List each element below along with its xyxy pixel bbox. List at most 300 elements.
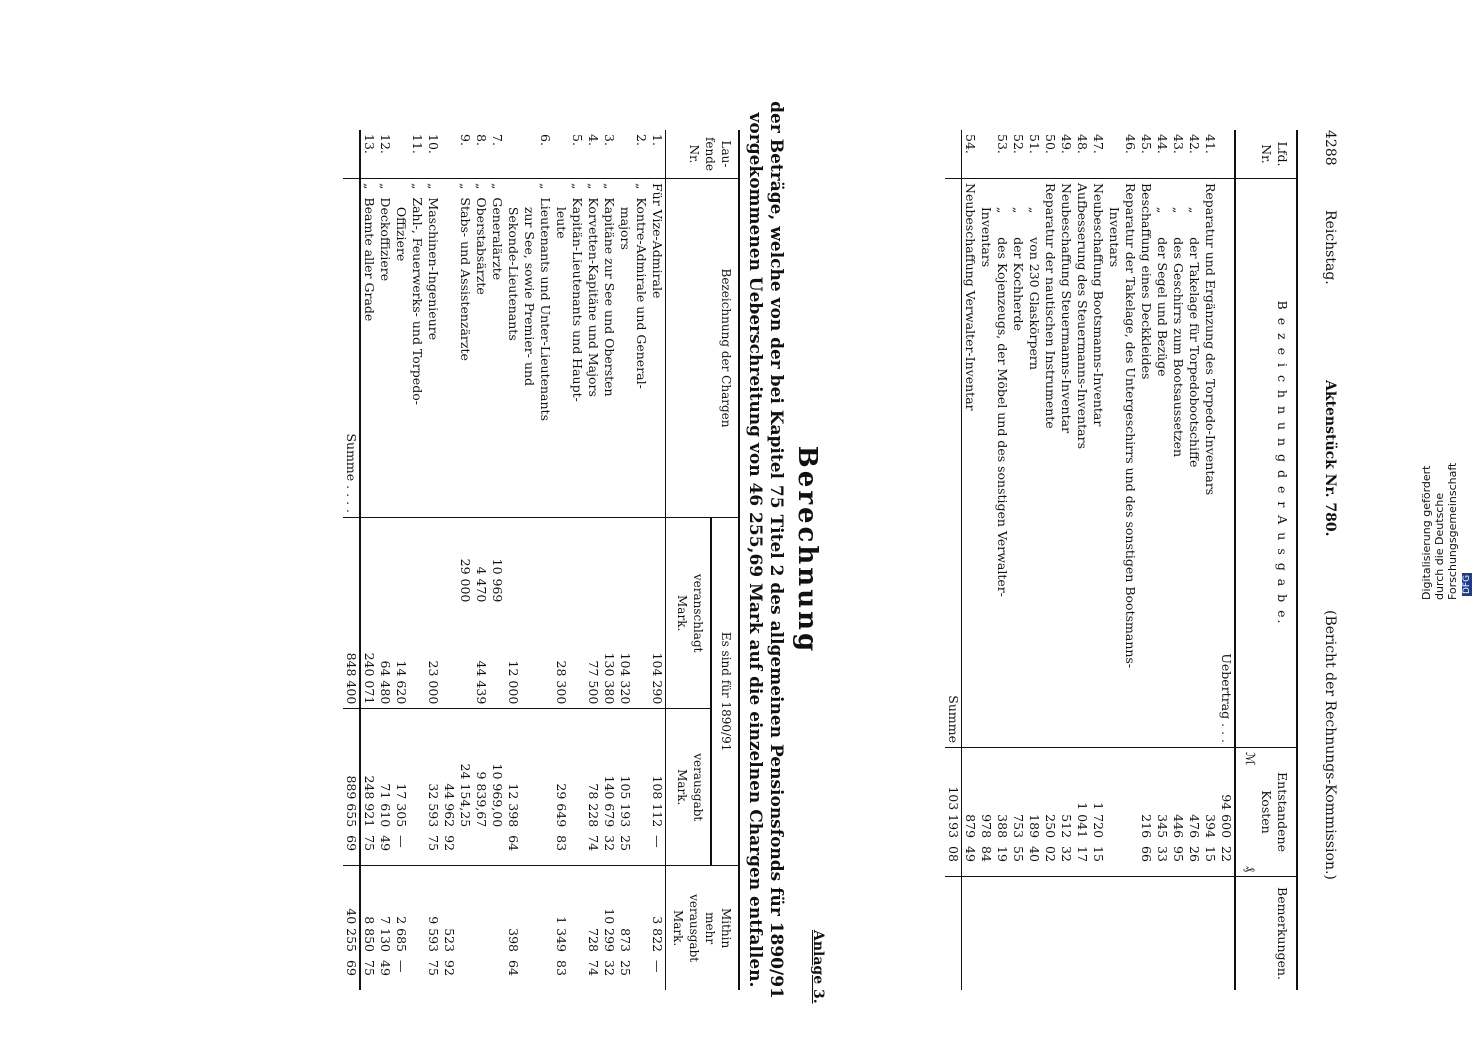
row-estimated: 28 300: [554, 660, 569, 705]
row-nr: [505, 130, 521, 179]
row-pfennig: 19: [995, 846, 1010, 862]
row-estimated: [537, 606, 553, 708]
row-estimated: 77 500: [586, 660, 601, 705]
row-estimated: [457, 606, 473, 708]
row-more: [633, 866, 649, 956]
row-sub-estimate: [601, 518, 617, 607]
row-more: [409, 866, 425, 956]
table-row: [1170, 130, 1186, 990]
expenses-body: [945, 130, 1235, 990]
col-remarks-header: Bemerkungen.: [1235, 877, 1297, 990]
row-nr: [441, 130, 457, 179]
col-cost-header: Entstandene Kosten ℳ ₰: [1235, 748, 1297, 877]
row-nr: 48.: [1075, 134, 1090, 154]
row-mark: 388: [994, 748, 1010, 843]
table-row: [425, 130, 441, 990]
row-estimated: 104 320: [618, 652, 633, 705]
row-more: 10 299: [601, 866, 617, 956]
row-pfennig: [1106, 842, 1122, 877]
row-spent: 10 969,00: [489, 709, 505, 831]
row-nr: 4.: [586, 134, 601, 146]
row-pfennig: 55: [1011, 846, 1026, 862]
row-pfennig: 15: [1091, 846, 1106, 862]
row-spent-pfennig: [569, 831, 585, 866]
row-spent-pfennig: 32: [602, 835, 617, 852]
row-sub-estimate: [569, 518, 585, 607]
row-remarks: [1026, 877, 1042, 990]
row-nr: 2.: [634, 134, 649, 146]
col-charge-header: Bezeichnung der Chargen: [666, 179, 740, 518]
row-spent-pfennig: [633, 831, 649, 866]
row-estimated: 44 439: [474, 660, 489, 705]
row-charge: „ Beamte aller Grade: [360, 179, 377, 518]
row-sub-estimate: [393, 518, 409, 607]
row-sub-estimate: [441, 518, 457, 607]
row-more: [537, 866, 553, 956]
header-left: Reichstag.: [1322, 210, 1338, 285]
row-more-pfennig: [457, 956, 473, 990]
table-row: [569, 130, 585, 990]
page-number: 4288: [1322, 130, 1338, 166]
row-charge: zur See, sowie Premier- und: [521, 179, 537, 518]
row-nr: 51.: [1027, 134, 1042, 154]
row-description: „ des Geschirrs zum Bootsaussetzen: [1170, 179, 1186, 748]
row-estimated: [521, 606, 537, 708]
table-row: [1026, 130, 1042, 990]
row-spent-pfennig: 75: [426, 835, 441, 852]
row-charge: „ Kapitäne zur See und Obersten: [601, 179, 617, 518]
row-charge: „ Stabs- und Assistenzärzte: [457, 179, 473, 518]
row-pfennig: 66: [1139, 846, 1154, 862]
row-charge: „ Kapitän-Lieutenants und Haupt-: [569, 179, 585, 518]
row-remarks: [1090, 877, 1106, 990]
row-remarks: [962, 877, 979, 990]
row-spent: 32 593: [425, 709, 441, 831]
row-nr: 1.: [650, 134, 665, 146]
table-row: [377, 130, 393, 990]
row-mark: 753: [1010, 748, 1026, 843]
row-nr: 46.: [1123, 134, 1138, 154]
row-sub-estimate: [585, 518, 601, 607]
row-remarks: [1154, 877, 1170, 990]
row-pfennig: 26: [1187, 846, 1202, 862]
row-description: Neubeschaffung Steuermanns-Inventar: [1058, 179, 1074, 748]
table-row: [1010, 130, 1026, 990]
table-row: [1042, 130, 1058, 990]
row-description: „ der Takelage für Torpedobootschiffe: [1186, 179, 1202, 748]
row-remarks: [1074, 877, 1090, 990]
row-more: 873: [617, 866, 633, 956]
row-charge: „ Kontre-Admirale und General-: [633, 179, 649, 518]
section-title: Berechnung: [792, 445, 822, 655]
row-spent: [633, 709, 649, 831]
row-charge: „ Generalärzte: [489, 179, 505, 518]
row-more-pfennig: [489, 956, 505, 990]
carry-row: Uebertrag . . . 94 600 22: [1218, 130, 1235, 990]
row-nr: 13.: [362, 134, 377, 154]
row-description: „ der Kochherde: [1010, 179, 1026, 748]
row-estimated: 23 000: [426, 660, 441, 705]
row-charge: „ Oberstabsärzte: [473, 179, 489, 518]
row-sub-estimate: [505, 518, 521, 607]
row-sub-estimate: 29 000: [457, 518, 473, 607]
row-spent: 140 679: [601, 709, 617, 831]
row-spent: 17 305: [393, 709, 409, 831]
row-pfennig: 84: [979, 846, 994, 862]
row-spent: 12 398: [505, 709, 521, 831]
row-spent-pfennig: [473, 831, 489, 866]
row-remarks: [1202, 877, 1218, 990]
row-description: „ des Kojenzeugs, der Möbel und des sonstigen Verwalter-: [994, 179, 1010, 748]
table-row: [553, 130, 569, 990]
row-nr: [1106, 130, 1122, 179]
row-remarks: [1058, 877, 1074, 990]
sum-row: [945, 130, 962, 990]
row-pfennig: 17: [1075, 846, 1090, 862]
row-more-pfennig: 92: [442, 960, 457, 976]
row-nr: 49.: [1059, 134, 1074, 154]
row-mark: 1 041: [1074, 748, 1090, 843]
row-more: [473, 866, 489, 956]
row-more-pfennig: 83: [554, 960, 569, 976]
row-more-pfennig: 75: [426, 960, 441, 976]
row-spent: 78 228: [585, 709, 601, 831]
header-middle: Aktenstück Nr. 780.: [1322, 380, 1338, 537]
table-row: [360, 130, 377, 990]
row-charge: Für Vize-Admirale: [649, 179, 666, 518]
row-spent: 248 921: [360, 709, 377, 831]
row-more-pfennig: [633, 956, 649, 990]
row-nr: 50.: [1043, 134, 1058, 154]
row-nr: 41.: [1203, 134, 1218, 154]
row-sub-estimate: [377, 518, 393, 607]
row-nr: 42.: [1187, 134, 1202, 154]
row-more: 2 685: [393, 866, 409, 956]
row-more-pfennig: 32: [602, 960, 617, 976]
row-spent-pfennig: [537, 831, 553, 866]
row-more: 9 593: [425, 866, 441, 956]
sum-label: Summe: [945, 179, 962, 748]
row-spent-pfennig: [521, 831, 537, 866]
row-nr: [553, 130, 569, 179]
row-more-pfennig: —: [394, 960, 409, 973]
row-spent-pfennig: 25: [618, 835, 633, 852]
row-charge: majors: [617, 179, 633, 518]
row-pfennig: 40: [1027, 846, 1042, 862]
row-estimated: 104 290: [650, 652, 665, 705]
expenses-table: [945, 130, 1298, 990]
row-more-pfennig: [473, 956, 489, 990]
row-mark: 476: [1186, 748, 1202, 843]
row-nr: 47.: [1091, 134, 1106, 154]
row-more: 1 349: [553, 866, 569, 956]
row-pfennig: 32: [1059, 846, 1074, 862]
row-nr: [978, 130, 994, 179]
row-nr: 12.: [378, 134, 393, 154]
row-description: „ von 230 Glaskörpern: [1026, 179, 1042, 748]
row-nr: 11.: [410, 134, 425, 154]
row-spent: [409, 709, 425, 831]
row-spent-pfennig: —: [650, 835, 665, 848]
document-page: [0, 50, 1382, 1050]
row-spent-pfennig: 74: [586, 835, 601, 852]
row-more: [521, 866, 537, 956]
row-nr: 10.: [426, 134, 441, 154]
charges-body: [360, 130, 666, 990]
row-nr: 3.: [602, 134, 617, 146]
row-estimated: [441, 606, 457, 708]
row-pfennig: 33: [1155, 846, 1170, 862]
row-charge: „ Deckoffiziere: [377, 179, 393, 518]
row-more: [457, 866, 473, 956]
row-estimated: 64 480: [378, 660, 393, 705]
table-row: [1186, 130, 1202, 990]
row-estimated: 240 071: [362, 652, 377, 705]
row-mark: 512: [1058, 748, 1074, 843]
charges-sum-row: Summe . . . . 848 400 889 655 69 40 255 69: [343, 130, 360, 990]
annex-label: Anlage 3.: [810, 930, 826, 1004]
row-more: 8 850: [360, 866, 377, 956]
row-description: Reparatur der nautischen Instrumente: [1042, 179, 1058, 748]
row-spent-pfennig: —: [394, 835, 409, 848]
row-sub-estimate: [425, 518, 441, 607]
col-nr-header: Lau- fende Nr.: [666, 130, 740, 179]
table-row: [489, 130, 505, 990]
row-spent: [521, 709, 537, 831]
digitization-note: Digitalisierung gefördert durch die Deutsche Forschungsgemeinschaft DFG: [1420, 462, 1472, 600]
row-mark: 446: [1170, 748, 1186, 843]
subtitle-line-2: vorgekommenen Ueberschreitung von 46 255,69 Mark auf die einzelnen Chargen entfallen.: [745, 112, 765, 988]
table-row: [633, 130, 649, 990]
sum-nr: [945, 130, 962, 179]
row-spent: 71 610: [377, 709, 393, 831]
col-estimated-header: veranschlagt Mark.: [666, 518, 711, 709]
table-row: [1154, 130, 1170, 990]
table-row: [1090, 130, 1106, 990]
row-more-pfennig: [569, 956, 585, 990]
row-description: „ der Segel und Bezüge: [1154, 179, 1170, 748]
header-right: (Bericht der Rechnungs-Kommission.): [1322, 610, 1338, 880]
row-spent-pfennig: 75: [362, 835, 377, 852]
row-sub-estimate: 4 470: [473, 518, 489, 607]
row-description: Inventars: [978, 179, 994, 748]
table-row: [962, 130, 979, 990]
row-mark: 345: [1154, 748, 1170, 843]
row-description: Reparatur und Ergänzung des Torpedo-Inventars: [1202, 179, 1218, 748]
charges-table: [343, 130, 740, 990]
row-more: [569, 866, 585, 956]
row-more-pfennig: 49: [378, 960, 393, 976]
row-spent: [569, 709, 585, 831]
row-remarks: [1042, 877, 1058, 990]
row-sub-estimate: [617, 518, 633, 607]
table-row: [994, 130, 1010, 990]
row-remarks: [978, 877, 994, 990]
row-nr: [521, 130, 537, 179]
sum-remarks: [945, 877, 962, 990]
row-nr: 9.: [458, 134, 473, 146]
row-mark: 1 720: [1090, 748, 1106, 843]
col-spent-header: verausgabt Mark.: [666, 709, 711, 866]
row-pfennig: 15: [1203, 846, 1218, 862]
row-charge: Offiziere: [393, 179, 409, 518]
row-nr: 53.: [995, 134, 1010, 154]
row-more: 3 822: [649, 866, 666, 956]
table-row: [1202, 130, 1218, 990]
row-remarks: [1010, 877, 1026, 990]
row-charge: „ Korvetten-Kapitäne und Majors: [585, 179, 601, 518]
table-row: [537, 130, 553, 990]
row-estimated: [409, 606, 425, 708]
row-nr: 44.: [1155, 134, 1170, 154]
row-mark: 394: [1202, 748, 1218, 843]
row-spent: 24 154,25: [457, 709, 473, 831]
row-mark: [1106, 748, 1122, 843]
row-estimated: 130 380: [602, 652, 617, 705]
row-pfennig: 02: [1043, 846, 1058, 862]
row-description: Inventars: [1106, 179, 1122, 748]
row-spent: 44 962: [441, 709, 457, 831]
row-nr: [617, 130, 633, 179]
row-remarks: [1170, 877, 1186, 990]
col-desc-header: B e z e i c h n u n g d e r A u s g a b e.: [1235, 179, 1297, 748]
row-spent: 29 649: [553, 709, 569, 831]
row-description: Neubeschaffung Verwalter-Inventar: [962, 179, 979, 748]
row-more: [489, 866, 505, 956]
row-mark: 216: [1138, 748, 1154, 843]
col-more-header: Mithin mehr verausgabt Mark.: [666, 866, 740, 990]
row-pfennig: 95: [1171, 846, 1186, 862]
row-spent: 108 112: [649, 709, 666, 831]
table-row: [978, 130, 994, 990]
table-row: [393, 130, 409, 990]
row-remarks: [994, 877, 1010, 990]
table-row: [649, 130, 666, 990]
row-mark: 879: [962, 748, 979, 843]
row-sub-estimate: [409, 518, 425, 607]
row-estimated: [489, 606, 505, 708]
row-nr: 43.: [1171, 134, 1186, 154]
row-sub-estimate: [633, 518, 649, 607]
row-sub-estimate: [537, 518, 553, 607]
row-charge: „ Maschinen-Ingenieure: [425, 179, 441, 518]
row-description: Neubeschaffung Bootsmanns-Inventar: [1090, 179, 1106, 748]
row-estimated: [569, 606, 585, 708]
row-spent-pfennig: 49: [378, 835, 393, 852]
row-more-pfennig: 74: [586, 960, 601, 976]
table-row: [1138, 130, 1154, 990]
row-charge: „ Zahl-, Feuerwerks- und Torpedo-: [409, 179, 425, 518]
row-more: 7 130: [377, 866, 393, 956]
row-description: Reparatur der Takelage, des Untergeschirrs und des sonstigen Bootsmanns-: [1122, 179, 1138, 748]
sum-mark: 103 193: [945, 748, 962, 843]
row-pfennig: 49: [963, 846, 978, 862]
sum-pfennig: 08: [945, 842, 962, 877]
group-header: Es sind für 1890/91: [711, 518, 739, 866]
row-spent-pfennig: 92: [442, 835, 457, 852]
table-row: [473, 130, 489, 990]
row-sub-estimate: 10 969: [489, 518, 505, 607]
row-more-pfennig: 64: [506, 960, 521, 976]
row-mark: 978: [978, 748, 994, 843]
row-charge: „ Lieutenants und Unter-Lieutenants: [537, 179, 553, 518]
row-mark: 189: [1026, 748, 1042, 843]
row-nr: 52.: [1011, 134, 1026, 154]
row-remarks: [1138, 877, 1154, 990]
row-nr: 7.: [490, 134, 505, 146]
row-charge: [441, 179, 457, 518]
row-remarks: [1186, 877, 1202, 990]
row-more-pfennig: 75: [362, 960, 377, 976]
table-row: [585, 130, 601, 990]
table-row: [601, 130, 617, 990]
row-nr: 8.: [474, 134, 489, 146]
row-spent: 9 839,67: [473, 709, 489, 831]
row-spent-pfennig: 83: [554, 835, 569, 852]
col-nr-header: Lfd. Nr.: [1235, 130, 1297, 179]
row-more: 728: [585, 866, 601, 956]
row-mark: 250: [1042, 748, 1058, 843]
row-estimated: 12 000: [506, 660, 521, 705]
row-more: 398: [505, 866, 521, 956]
table-row: [441, 130, 457, 990]
row-spent-pfennig: 64: [506, 835, 521, 852]
row-estimated: 14 620: [394, 660, 409, 705]
row-more-pfennig: [521, 956, 537, 990]
row-nr: 45.: [1139, 134, 1154, 154]
row-nr: 54.: [963, 134, 978, 154]
row-pfennig: [1122, 842, 1138, 877]
row-spent-pfennig: [489, 831, 505, 866]
row-charge: leute: [553, 179, 569, 518]
row-nr: [393, 130, 409, 179]
row-more-pfennig: [537, 956, 553, 990]
row-spent: 105 193: [617, 709, 633, 831]
table-row: [505, 130, 521, 990]
row-remarks: [1122, 877, 1138, 990]
table-row: [1122, 130, 1138, 990]
dfg-logo: DFG: [1462, 574, 1472, 594]
row-charge: Sekonde-Lieutenants: [505, 179, 521, 518]
row-mark: [1122, 748, 1138, 843]
row-nr: 6.: [538, 134, 553, 146]
row-sub-estimate: [521, 518, 537, 607]
subtitle-line-1: der Beträge, welche von der bei Kapitel 75 Titel 2 des allgemeinen Pensionsfonds für 1890/91: [766, 101, 786, 999]
table-row: [1106, 130, 1122, 990]
table-row: [1074, 130, 1090, 990]
table-row: [1058, 130, 1074, 990]
row-sub-estimate: [360, 518, 377, 607]
row-sub-estimate: [553, 518, 569, 607]
row-description: Aufbesserung des Steuermanns-Inventars: [1074, 179, 1090, 748]
table-row: [409, 130, 425, 990]
row-spent-pfennig: [409, 831, 425, 866]
row-spent: [537, 709, 553, 831]
row-more-pfennig: 25: [618, 960, 633, 976]
row-more: 523: [441, 866, 457, 956]
table-row: [617, 130, 633, 990]
row-sub-estimate: [649, 518, 666, 607]
table-row: [457, 130, 473, 990]
row-spent-pfennig: [457, 831, 473, 866]
row-remarks: [1106, 877, 1122, 990]
row-more-pfennig: [409, 956, 425, 990]
row-more-pfennig: —: [650, 960, 665, 973]
table-row: [521, 130, 537, 990]
row-description: Beschaffung eines Deckkleides: [1138, 179, 1154, 748]
row-estimated: [633, 606, 649, 708]
row-nr: 5.: [570, 134, 585, 146]
